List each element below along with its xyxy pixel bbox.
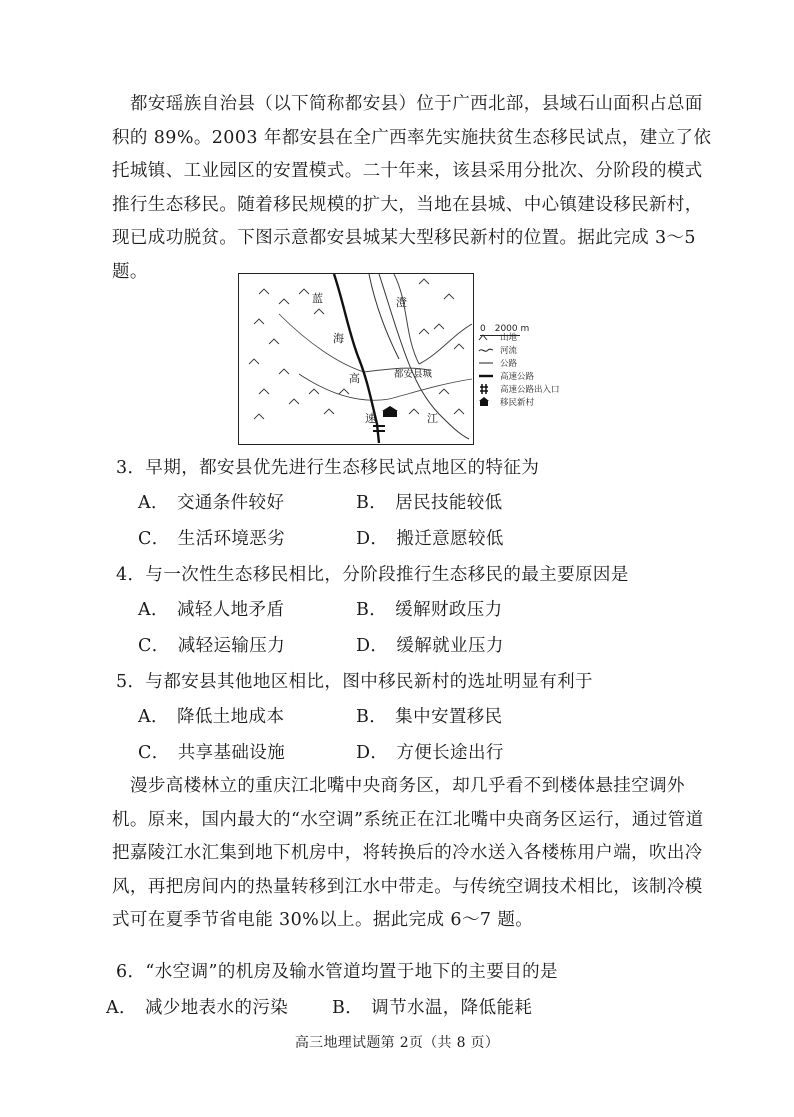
legend-label: 高速公路 [500, 371, 535, 382]
scale-label: 0 2000 m [480, 324, 530, 334]
exit-icon [478, 384, 500, 394]
intro-paragraph-2 [112, 770, 712, 938]
legend-label: 公路 [500, 358, 518, 369]
question-5-option-b[interactable] [356, 705, 503, 729]
map-label-lan: 蓝 [312, 292, 323, 305]
option-text: 生活环境恶劣 [177, 529, 286, 549]
option-text: 共享基础设施 [177, 743, 286, 763]
option-letter: D． [356, 743, 389, 763]
map-label-jiang: 江 [427, 412, 438, 425]
road-icon [478, 360, 500, 366]
option-letter: A． [138, 707, 169, 727]
village-icon [478, 397, 500, 407]
option-letter: D． [356, 636, 389, 656]
page-footer: 高三地理试题第 2页（共 8 页） [294, 1035, 500, 1051]
option-letter: C． [138, 636, 170, 656]
mountain-icon [478, 333, 500, 341]
option-text: 降低土地成本 [176, 707, 285, 727]
option-letter: B． [356, 600, 388, 620]
question-3-option-a[interactable] [138, 491, 284, 515]
legend-label: 移民新村 [500, 397, 535, 408]
option-letter: A． [138, 493, 169, 513]
option-letter: D． [356, 529, 389, 549]
question-6-option-a[interactable] [106, 996, 288, 1020]
option-letter: C． [138, 529, 170, 549]
option-letter: A． [138, 600, 169, 620]
option-text: 减轻运输压力 [177, 636, 286, 656]
option-text: 减轻人地矛盾 [176, 600, 285, 620]
question-3-option-c[interactable] [138, 527, 285, 551]
question-3-option-d[interactable] [356, 527, 504, 551]
map-label-cheng: 澄 [396, 296, 407, 309]
location-map [238, 273, 474, 445]
option-text: 缓解财政压力 [395, 600, 503, 620]
legend-row-mountain [478, 330, 598, 343]
option-letter: B． [356, 493, 388, 513]
option-text: 减少地表水的污染 [144, 998, 289, 1018]
option-text: 调节水温，降低能耗 [371, 998, 533, 1018]
option-letter: C． [138, 743, 170, 763]
legend-row-exit [478, 382, 598, 395]
question-6-stem: 6．“水空调”的机房及输水管道均置于地下的主要目的是 [116, 962, 558, 982]
map-label-gao: 高 [349, 372, 360, 385]
expressway-icon [478, 373, 500, 379]
legend-label: 山地 [500, 332, 518, 343]
river-icon [478, 346, 500, 354]
option-letter: B． [356, 707, 388, 727]
intro-text-2: 漫步高楼林立的重庆江北嘴中央商务区，却几乎看不到楼体悬挂空调外机。原来，国内最大的“水空调”系统正在江北嘴中央商务区运行，通过管道把嘉陵江水汇集到地下机房中，将转换后的冷水送入各楼栋用户端，吹出冷风，再把房间内的热量转移到江水中带走。与传统空调技术相比，该制冷模式可在夏季节省电能 30%以上。据此完成 6～7 题。 [112, 776, 704, 930]
question-5-stem: 5．与都安县其他地区相比，图中移民新村的选址明显有利于 [116, 672, 593, 692]
question-5-option-d[interactable] [356, 741, 504, 765]
question-4-option-b[interactable] [356, 598, 503, 622]
map-legend [478, 330, 598, 408]
map-label-su: 速 [365, 412, 376, 425]
question-5-option-a[interactable] [138, 705, 284, 729]
option-letter: A． [106, 998, 137, 1018]
option-text: 交通条件较好 [176, 493, 285, 513]
legend-row-village [478, 395, 598, 408]
question-3-option-b[interactable] [356, 491, 503, 515]
map-label-county-town: 都安县城 [394, 369, 433, 380]
intro-paragraph-1 [112, 88, 712, 289]
option-letter: B． [332, 998, 364, 1018]
village-icon [382, 406, 398, 417]
legend-row-river [478, 343, 598, 356]
option-text: 居民技能较低 [395, 493, 503, 513]
legend-label: 河流 [500, 345, 518, 356]
legend-row-expressway [478, 369, 598, 382]
intro-text-1: 都安瑶族自治县（以下简称都安县）位于广西北部，县域石山面积占总面积的 89%。2003 年都安县在全广西率先实施扶贫生态移民试点，建立了依托城镇、工业园区的安置模式。二十年来，该县采用分批次、分阶段的模式推行生态移民。随着移民规模的扩大，当地在县城、中心镇建设移民新村，现已成功脱贫。下图示意都安县城某大型移民新村的位置。据此完成 3～5 题。 [112, 94, 712, 282]
option-text: 缓解就业压力 [396, 636, 504, 656]
question-4-option-c[interactable] [138, 634, 285, 658]
option-text: 搬迁意愿较低 [396, 529, 504, 549]
legend-label: 高速公路出入口 [500, 384, 560, 395]
question-4-option-a[interactable] [138, 598, 284, 622]
expressway-exit-icon [373, 426, 385, 431]
option-text: 方便长途出行 [396, 743, 504, 763]
question-6-option-b[interactable] [332, 996, 532, 1020]
question-5-option-c[interactable] [138, 741, 285, 765]
question-3-stem: 3．早期，都安县优先进行生态移民试点地区的特征为 [116, 458, 540, 478]
map-label-hai: 海 [333, 332, 344, 345]
question-4-stem: 4．与一次性生态移民相比，分阶段推行生态移民的最主要原因是 [116, 565, 629, 585]
question-4-option-d[interactable] [356, 634, 504, 658]
option-text: 集中安置移民 [395, 707, 503, 727]
legend-row-road [478, 356, 598, 369]
